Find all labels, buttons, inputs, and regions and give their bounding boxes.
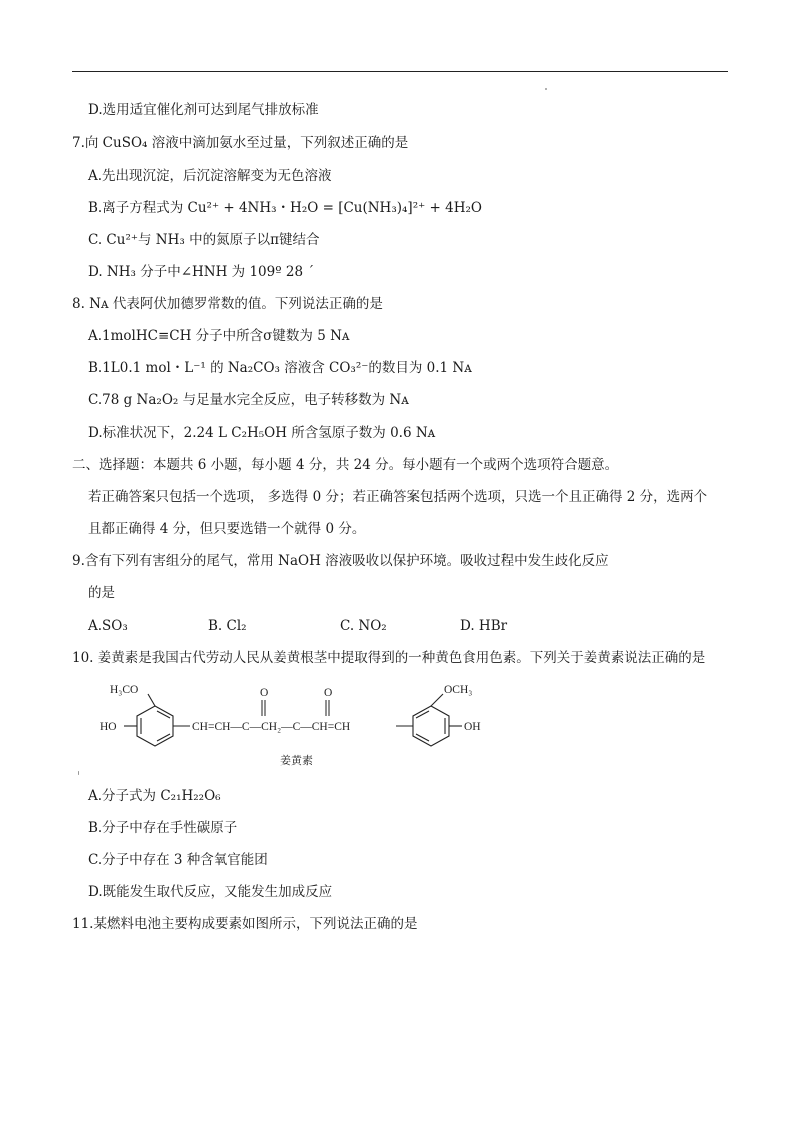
q8-option-d: D.标准状况下，2.24 L C₂H₅OH 所含氢原子数为 0.6 Nᴀ	[88, 425, 436, 441]
q10-option-b: B.分子中存在手性碳原子	[88, 820, 238, 836]
label-chain: CH=CH—C—CH₂—C—CH=CH	[192, 721, 351, 733]
q8-stem: 8. Nᴀ 代表阿伏加德罗常数的值。下列说法正确的是	[72, 296, 383, 312]
label-h3co: H₃CO	[110, 684, 139, 696]
section2-rule-line1: 若正确答案只包括一个选项， 多选得 0 分；若正确答案包括两个选项，只选一个且正确得 2 分，选两个	[88, 489, 708, 505]
q9-option-a: A.SO₃	[88, 618, 128, 634]
q7-option-c: C. Cu²⁺与 NH₃ 中的氮原子以π键结合	[88, 232, 320, 248]
q9-option-b: B. Cl₂	[208, 618, 247, 634]
header-rule	[72, 71, 728, 72]
label-carbonyl-o1: O	[260, 687, 269, 699]
label-oh: OH	[464, 721, 481, 733]
left-benzene-ring	[137, 706, 173, 746]
q7-stem: 7.向 CuSO₄ 溶液中滴加氨水至过量，下列叙述正确的是	[72, 135, 409, 151]
methoxy-bond-right	[431, 694, 443, 706]
section2-heading: 二、选择题：本题共 6 小题，每小题 4 分，共 24 分。每小题有一个或两个选项符合题意。	[72, 457, 619, 473]
q7-option-a: A.先出现沉淀，后沉淀溶解变为无色溶液	[88, 168, 332, 184]
scan-speck	[78, 771, 79, 775]
q9-option-d: D. HBr	[460, 618, 508, 634]
section2-rule-line2: 且都正确得 4 分，但只要选错一个就得 0 分。	[88, 521, 366, 537]
q7-option-b: B.离子方程式为 Cu²⁺ + 4NH₃・H₂O = [Cu(NH₃)₄]²⁺ + 4H₂O	[88, 200, 482, 216]
q7-option-d: D. NH₃ 分子中∠HNH 为 109º 28 ´	[88, 264, 315, 280]
q11-stem: 11.某燃料电池主要构成要素如图所示，下列说法正确的是	[72, 916, 418, 932]
q9-stem-line2: 的是	[88, 585, 115, 601]
q9-option-c: C. NO₂	[340, 618, 387, 634]
q10-option-d: D.既能发生取代反应，又能发生加成反应	[88, 884, 333, 900]
diagram-caption: 姜黄素	[280, 754, 313, 767]
q10-option-c: C.分子中存在 3 种含氧官能团	[88, 852, 268, 868]
q8-option-a: A.1molHC≡CH 分子中所含σ键数为 5 Nᴀ	[88, 328, 350, 344]
curcumin-structure-diagram	[100, 678, 500, 773]
q8-option-c: C.78 g Na₂O₂ 与足量水完全反应，电子转移数为 Nᴀ	[88, 392, 409, 408]
q10-stem: 10. 姜黄素是我国古代劳动人民从姜黄根茎中提取得到的一种黄色食用色素。下列关于姜黄素说法正确的是	[72, 650, 706, 666]
q9-stem-line1: 9.含有下列有害组分的尾气，常用 NaOH 溶液吸收以保护环境。吸收过程中发生歧化反应	[72, 553, 609, 569]
q10-option-a: A.分子式为 C₂₁H₂₂O₆	[88, 788, 221, 804]
label-carbonyl-o2: O	[324, 687, 333, 699]
q8-option-b: B.1L0.1 mol・L⁻¹ 的 Na₂CO₃ 溶液含 CO₃²⁻的数目为 0.1 Nᴀ	[88, 360, 472, 376]
label-ho: HO	[100, 721, 117, 733]
q6-option-d: D.选用适宜催化剂可达到尾气排放标准	[88, 102, 319, 118]
label-och3: OCH₃	[444, 684, 473, 696]
methoxy-bond-left	[148, 694, 155, 706]
scan-speck	[545, 88, 547, 90]
right-benzene-ring	[413, 706, 449, 746]
